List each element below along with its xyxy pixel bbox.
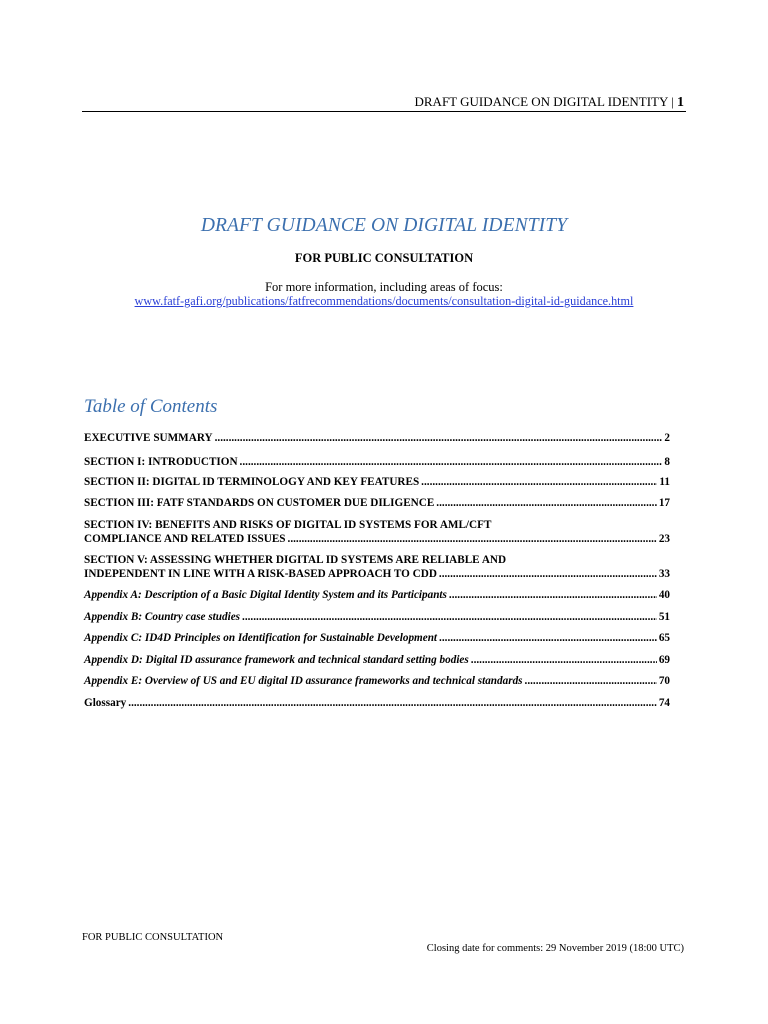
toc-entry-glossary[interactable]: [84, 696, 670, 710]
toc-entry-title: Appendix B: Country case studies: [84, 611, 241, 623]
toc-leader-dots: [471, 653, 657, 667]
toc-leader-dots: [449, 588, 657, 602]
toc-entry-page: 33: [658, 568, 670, 580]
toc-leader-dots: [439, 567, 657, 581]
toc-entry-section-5[interactable]: [84, 553, 670, 581]
toc-entry-executive-summary[interactable]: [84, 431, 670, 445]
toc-entry-page: 2: [664, 432, 670, 444]
toc-leader-dots: [436, 496, 657, 510]
toc-entry-page: 69: [658, 654, 670, 666]
document-title: DRAFT GUIDANCE ON DIGITAL IDENTITY: [200, 215, 568, 236]
toc-entry-title: Appendix E: Overview of US and EU digital ID assurance frameworks and technical standards: [84, 675, 523, 687]
toc-entry-page: 51: [658, 611, 670, 623]
toc-entry-appendix-c[interactable]: [84, 631, 670, 645]
toc-entry-title: Appendix D: Digital ID assurance framework and technical standard setting bodies: [84, 654, 469, 666]
footer-consultation-label: FOR PUBLIC CONSULTATION: [82, 932, 224, 943]
toc-entry-title: SECTION II: DIGITAL ID TERMINOLOGY AND KEY FEATURES: [84, 476, 420, 488]
footer-closing-date: Closing date for comments: 29 November 2019 (18:00 UTC): [426, 943, 684, 954]
toc-entry-title: SECTION I: INTRODUCTION: [84, 456, 238, 468]
toc-leader-dots: [242, 610, 657, 624]
document-subtitle: FOR PUBLIC CONSULTATION: [294, 251, 474, 265]
toc-leader-dots: [421, 475, 657, 489]
toc-entry-page: 17: [658, 497, 670, 509]
toc-entry-title: EXECUTIVE SUMMARY: [84, 432, 213, 444]
toc-heading: Table of Contents: [84, 396, 218, 417]
toc-entry-page: 74: [658, 697, 670, 709]
toc-entry-title: SECTION III: FATF STANDARDS ON CUSTOMER DUE DILIGENCE: [84, 497, 435, 509]
toc-entry-title-line2: INDEPENDENT IN LINE WITH A RISK-BASED APPROACH TO CDD: [84, 568, 437, 580]
toc-entry-title-line2: COMPLIANCE AND RELATED ISSUES: [84, 533, 286, 545]
running-header-title: DRAFT GUIDANCE ON DIGITAL IDENTITY: [414, 94, 668, 109]
consultation-link[interactable]: www.fatf-gafi.org/publications/fatfrecommendations/documents/consultation-digital-id-guidance.html: [134, 294, 634, 308]
toc-entry-page: 70: [658, 675, 670, 687]
toc-entry-page: 65: [658, 632, 670, 644]
toc-leader-dots: [525, 674, 657, 688]
toc-leader-dots: [288, 532, 657, 546]
toc-entry-section-3[interactable]: [84, 496, 670, 510]
toc-entry-title-line1: SECTION V: ASSESSING WHETHER DIGITAL ID SYSTEMS ARE RELIABLE AND: [84, 554, 507, 566]
toc-entry-title-line1: SECTION IV: BENEFITS AND RISKS OF DIGITAL ID SYSTEMS FOR AML/CFT: [84, 519, 492, 531]
toc-entry-section-4[interactable]: [84, 518, 670, 546]
toc-leader-dots: [439, 631, 657, 645]
toc-entry-page: 40: [658, 589, 670, 601]
header-rule: [82, 111, 686, 112]
running-header: [82, 94, 684, 110]
toc-leader-dots: [215, 431, 663, 445]
toc-entry-title: Appendix A: Description of a Basic Digital Identity System and its Participants: [84, 589, 447, 601]
toc-entry-appendix-a[interactable]: [84, 588, 670, 602]
toc-entry-appendix-d[interactable]: [84, 653, 670, 667]
toc-entry-title: Appendix C: ID4D Principles on Identification for Sustainable Development: [84, 632, 438, 644]
page-number: 1: [677, 95, 684, 110]
toc-entry-appendix-b[interactable]: [84, 610, 670, 624]
toc-entry-page: 11: [659, 476, 670, 488]
toc-leader-dots: [240, 455, 663, 469]
info-link-container: [82, 293, 686, 309]
toc-entry-appendix-e[interactable]: [84, 674, 670, 688]
toc-entry-section-2[interactable]: [84, 475, 670, 489]
toc-leader-dots: [128, 696, 657, 710]
running-header-separator: |: [671, 94, 674, 109]
toc-entry-title: Glossary: [84, 697, 127, 709]
info-text: For more information, including areas of focus:: [265, 280, 503, 294]
toc-entry-page: 23: [658, 533, 670, 545]
toc-entry-page: 8: [664, 456, 670, 468]
toc-entry-section-1[interactable]: [84, 455, 670, 469]
